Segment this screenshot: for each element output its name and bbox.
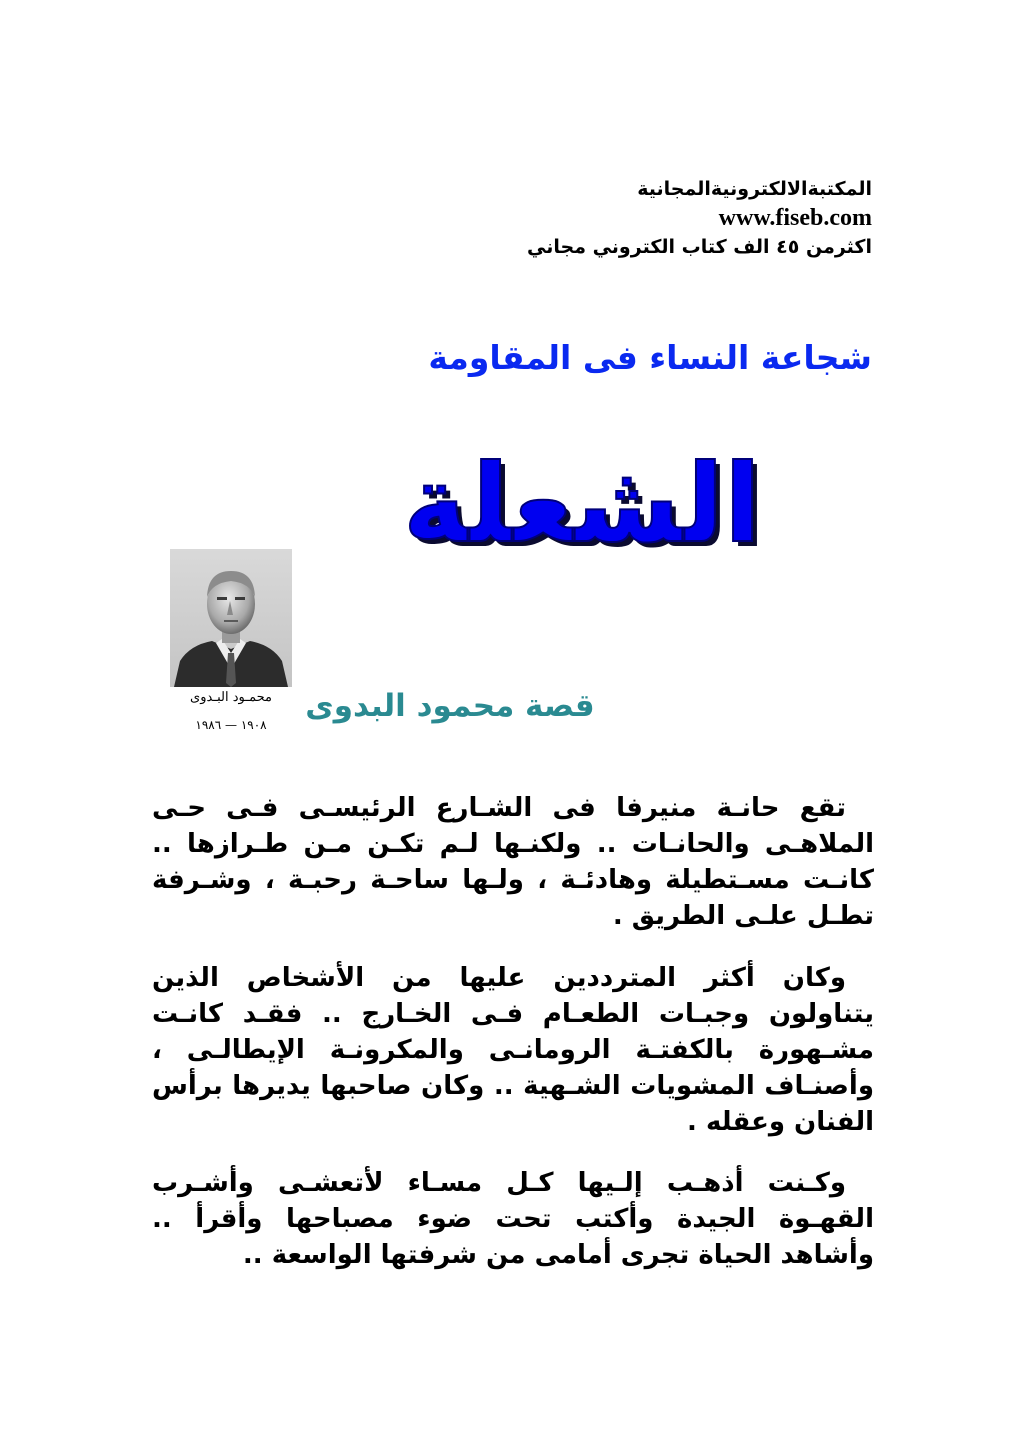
library-header bbox=[272, 175, 872, 261]
paragraph-text: وكان أكثر المترددين عليها من الأشخاص الذين يتناولون وجبـات الطعـام فـى الخـارج .. فقـد كانـت مشـهورة بالكفتـة الرومانـى والمكرونـة الإيطالـى ، وأصنـاف المشويات الشـهية .. وكان صاحبها يديرها برأس الفنان وعقله . bbox=[152, 963, 874, 1137]
paragraph bbox=[152, 960, 874, 1140]
paragraph-text: وكـنت أذهـب إلـيها كـل مسـاء لأتعشـى وأشـرب القهـوة الجيدة وأكتب تحت ضوء مصباحها وأقرأ .. وأشاهد الحياة تجرى أمامى من شرفتها الواسعة .. bbox=[152, 1168, 874, 1270]
book-title: الشعلة bbox=[402, 442, 761, 567]
library-tagline: اكثرمن ٤٥ الف كتاب الكتروني مجاني bbox=[527, 236, 872, 258]
portrait-caption-years: ١٩٠٨ — ١٩٨٦ bbox=[195, 718, 267, 732]
portrait-caption-name: محمـود البـدوى bbox=[190, 690, 272, 705]
paragraph bbox=[152, 790, 874, 934]
paragraph-text: تقع حانـة منيرفا فى الشـارع الرئيسـى فـى حـى الملاهـى والحانـات .. ولكنـها لـم تكـن مـن طـرازها .. كانـت مسـتطيلة وهادئـة ، ولـها ساحـة رحبـة ، وشـرفة تطـل علـى الطريق . bbox=[152, 793, 874, 931]
author-line: قصة محمود البدوى bbox=[305, 688, 595, 724]
paragraph bbox=[152, 1165, 874, 1273]
series-title: شجاعة النساء فى المقاومة bbox=[428, 338, 872, 377]
library-website: www.fiseb.com bbox=[718, 205, 872, 231]
author-portrait bbox=[170, 549, 292, 739]
library-name: المكتبةالالكترونيةالمجانية bbox=[637, 178, 872, 200]
